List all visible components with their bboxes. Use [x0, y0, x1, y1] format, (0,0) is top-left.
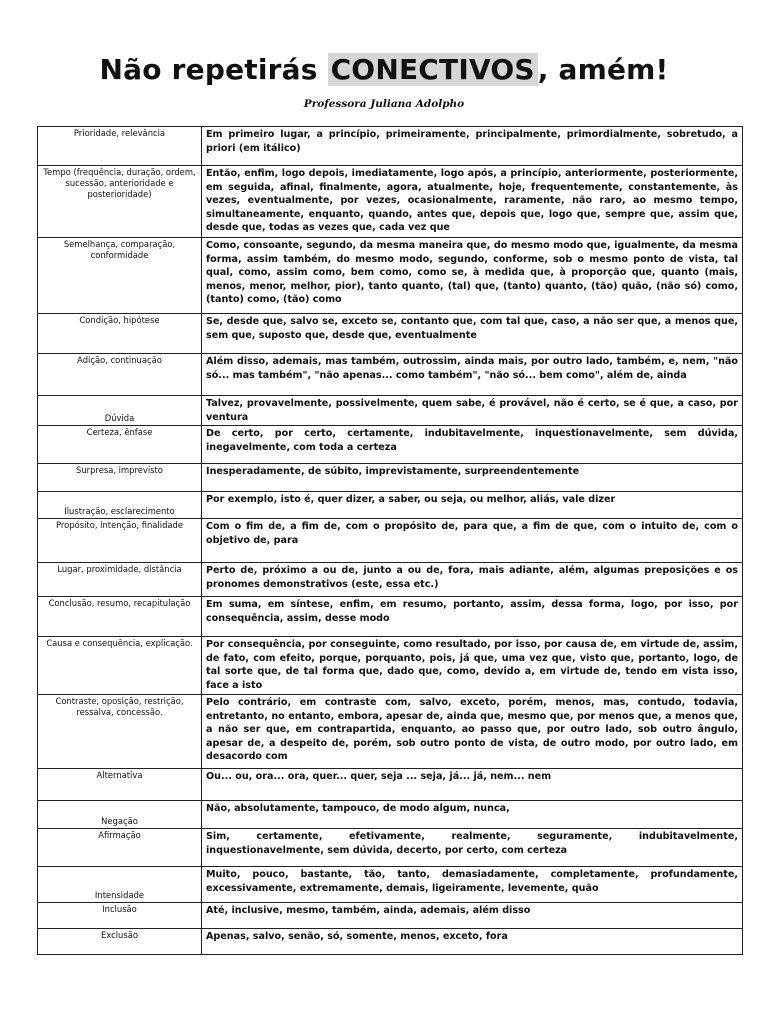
table-row — [38, 166, 743, 238]
table-row — [38, 929, 743, 955]
connectives-cell: Por exemplo, isto é, quer dizer, a saber, ou seja, ou melhor, aliás, vale dizer — [202, 492, 743, 519]
connectives-cell: Até, inclusive, mesmo, também, ainda, ademais, além disso — [202, 903, 743, 929]
table-row — [38, 464, 743, 492]
table-row — [38, 769, 743, 801]
table-row — [38, 695, 743, 769]
category-cell: Propósito, intenção, finalidade — [38, 519, 202, 563]
category-cell: Inclusão — [38, 903, 202, 929]
connectives-cell: Em primeiro lugar, a princípio, primeiramente, principalmente, primordialmente, sobretudo, a priori (em itálico) — [202, 127, 743, 166]
connectives-cell: Ou... ou, ora... ora, quer... quer, seja ... seja, já... já, nem... nem — [202, 769, 743, 801]
category-cell: Intensidade — [38, 867, 202, 903]
table-row — [38, 637, 743, 695]
category-cell: Adição, continuação — [38, 354, 202, 396]
category-cell: Exclusão — [38, 929, 202, 955]
connectives-cell: Com o fim de, a fim de, com o propósito de, para que, a fim de que, com o intuito de, com o objetivo de, para — [202, 519, 743, 563]
connectives-cell: Não, absolutamente, tampouco, de modo algum, nunca, — [202, 801, 743, 829]
category-cell: Afirmação — [38, 829, 202, 867]
connectives-cell: Pelo contrário, em contraste com, salvo, exceto, porém, menos, mas, contudo, todavia, entretanto, no entanto, embora, apesar de, ainda que, mesmo que, por menos que, a menos que, a não ser que, em contrapartida, enquanto, ao passo que, por outro lado, sob outro ângulo, apesar de, a despeito de, porém, sob outro ponto de vista, de outro modo, por outro lado, em desacordo com — [202, 695, 743, 769]
connectives-cell: Muito, pouco, bastante, tão, tanto, demasiadamente, completamente, profundamente, excessivamente, extremamente, demais, ligeiramente, levemente, quão — [202, 867, 743, 903]
connectives-cell: Então, enfim, logo depois, imediatamente, logo após, a princípio, anteriormente, posteriormente, em seguida, afinal, finalmente, agora, atualmente, hoje, frequentemente, constantemente, às vezes, eventualmente, por vezes, ocasionalmente, raramente, não raro, ao mesmo tempo, simultaneamente, enquanto, quando, antes que, depois que, logo que, sempre que, assim que, desde que, todas as vezes que, cada vez que — [202, 166, 743, 238]
table-row — [38, 492, 743, 519]
connectives-cell: Perto de, próximo a ou de, junto a ou de, fora, mais adiante, além, algumas preposições e os pronomes demonstrativos (este, essa etc.) — [202, 563, 743, 597]
table-row — [38, 127, 743, 166]
table-row — [38, 238, 743, 314]
category-cell: Tempo (frequência, duração, ordem, sucessão, anterioridade e posterioridade) — [38, 166, 202, 238]
category-cell: Ilustração, esclarecimento — [38, 492, 202, 519]
category-cell: Prioridade, relevância — [38, 127, 202, 166]
category-cell: Surpresa, imprevisto — [38, 464, 202, 492]
category-cell: Semelhança, comparação, conformidade — [38, 238, 202, 314]
table-row — [38, 829, 743, 867]
connectives-cell: Inesperadamente, de súbito, imprevistamente, surpreendentemente — [202, 464, 743, 492]
category-cell: Dúvida — [38, 396, 202, 426]
connectives-cell: Sim, certamente, efetivamente, realmente, seguramente, indubitavelmente, inquestionavelmente, sem dúvida, decerto, por certo, com certeza — [202, 829, 743, 867]
connectives-table-body — [38, 127, 743, 955]
table-row — [38, 801, 743, 829]
table-row — [38, 563, 743, 597]
connectives-cell: Além disso, ademais, mas também, outrossim, ainda mais, por outro lado, também, e, nem, "não só... mas também", "não apenas... como também", "não só... bem como", além de, ainda — [202, 354, 743, 396]
category-cell: Condição, hipótese — [38, 314, 202, 354]
category-cell: Certeza, ênfase — [38, 426, 202, 464]
connectives-cell: Como, consoante, segundo, da mesma maneira que, do mesmo modo que, igualmente, da mesma forma, assim também, do mesmo modo, segundo, conforme, sob o mesmo ponto de vista, tal qual, como, assim como, bem como, como se, à medida que, à proporção que, quanto (mais, menos, menor, melhor, pior), tanto quanto, (tal) que, (tanto) quanto, (tão) quão, (não só) como, (tanto) como, (tão) como — [202, 238, 743, 314]
table-row — [38, 867, 743, 903]
title-prefix: Não repetirás — [99, 53, 328, 86]
page-title — [0, 50, 768, 90]
table-row — [38, 314, 743, 354]
category-cell: Lugar, proximidade, distância — [38, 563, 202, 597]
category-cell: Alternativa — [38, 769, 202, 801]
connectives-cell: Talvez, provavelmente, possivelmente, quem sabe, é provável, não é certo, se é que, a caso, por ventura — [202, 396, 743, 426]
category-cell: Causa e consequência, explicação. — [38, 637, 202, 695]
title-highlight: CONECTIVOS — [328, 53, 538, 86]
category-cell: Conclusão, resumo, recapitulação — [38, 597, 202, 637]
category-cell: Negação — [38, 801, 202, 829]
table-row — [38, 426, 743, 464]
table-row — [38, 396, 743, 426]
category-cell: Contraste, oposição, restrição, ressalva, concessão. — [38, 695, 202, 769]
connectives-cell: Em suma, em síntese, enfim, em resumo, portanto, assim, dessa forma, logo, por isso, por consequência, assim, desse modo — [202, 597, 743, 637]
table-row — [38, 519, 743, 563]
connectives-cell: Por consequência, por conseguinte, como resultado, por isso, por causa de, em virtude de, assim, de fato, com efeito, porque, porquanto, pois, já que, uma vez que, visto que, portanto, logo, de tal sorte que, de tal forma que, dado que, como, devido a, em virtude de, tendo em vista isso, face a isto — [202, 637, 743, 695]
connectives-table — [37, 126, 743, 955]
table-row — [38, 903, 743, 929]
title-suffix: , amém! — [537, 53, 669, 86]
connectives-cell: De certo, por certo, certamente, indubitavelmente, inquestionavelmente, sem dúvida, inegavelmente, com toda a certeza — [202, 426, 743, 464]
table-row — [38, 354, 743, 396]
connectives-cell: Se, desde que, salvo se, exceto se, contanto que, com tal que, caso, a não ser que, a menos que, sem que, suposto que, desde que, eventualmente — [202, 314, 743, 354]
table-row — [38, 597, 743, 637]
connectives-cell: Apenas, salvo, senão, só, somente, menos, exceto, fora — [202, 929, 743, 955]
author-line: Professora Juliana Adolpho — [303, 98, 465, 110]
